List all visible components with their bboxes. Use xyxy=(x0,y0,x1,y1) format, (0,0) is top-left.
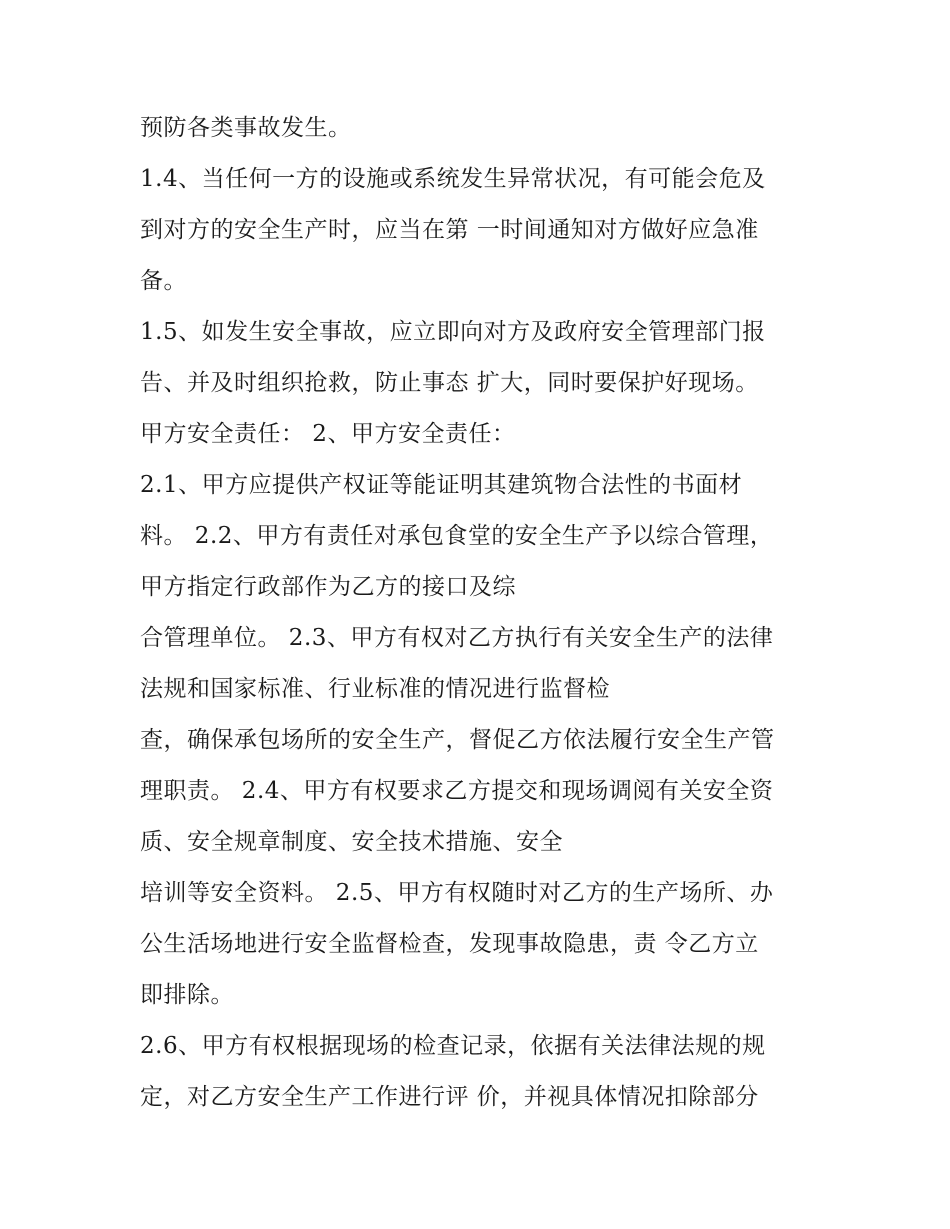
text-line: 质、安全规章制度、安全技术措施、安全 xyxy=(140,829,563,855)
text-line: 即排除。 xyxy=(140,982,234,1008)
text-line: 到对方的安全生产时，应当在第 一时间通知对方做好应急准 xyxy=(140,217,759,243)
text-line: 料。 2.2、甲方有责任对承包食堂的安全生产予以综合管理， xyxy=(140,523,774,549)
text-line: 甲方安全责任： 2、甲方安全责任： xyxy=(140,421,516,447)
text-line: 查，确保承包场所的安全生产，督促乙方依法履行安全生产管 xyxy=(140,727,775,753)
text-line: 1.4、当任何一方的设施或系统发生异常状况，有可能会危及 xyxy=(140,166,766,192)
text-line: 培训等安全资料。 2.5、甲方有权随时对乙方的生产场所、办 xyxy=(140,880,774,906)
text-line: 2.6、甲方有权根据现场的检查记录，依据有关法律法规的规 xyxy=(140,1033,766,1059)
body-text xyxy=(140,103,830,1123)
text-line: 备。 xyxy=(140,268,187,294)
text-line: 预防各类事故发生。 xyxy=(140,115,352,141)
text-line: 告、并及时组织抢救，防止事态 扩大，同时要保护好现场。 xyxy=(140,370,759,396)
text-line: 法规和国家标准、行业标准的情况进行监督检 xyxy=(140,676,610,702)
text-line: 甲方指定行政部作为乙方的接口及综 xyxy=(140,574,516,600)
text-line: 1.5、如发生安全事故，应立即向对方及政府安全管理部门报 xyxy=(140,319,766,345)
text-line: 公生活场地进行安全监督检查，发现事故隐患，责 令乙方立 xyxy=(140,931,759,957)
text-line: 2.1、甲方应提供产权证等能证明其建筑物合法性的书面材 xyxy=(140,472,743,498)
text-line: 理职责。 2.4、甲方有权要求乙方提交和现场调阅有关安全资 xyxy=(140,778,774,804)
text-line: 合管理单位。 2.3、甲方有权对乙方执行有关安全生产的法律 xyxy=(140,625,774,651)
text-line: 定，对乙方安全生产工作进行评 价，并视具体情况扣除部分 xyxy=(140,1084,759,1110)
